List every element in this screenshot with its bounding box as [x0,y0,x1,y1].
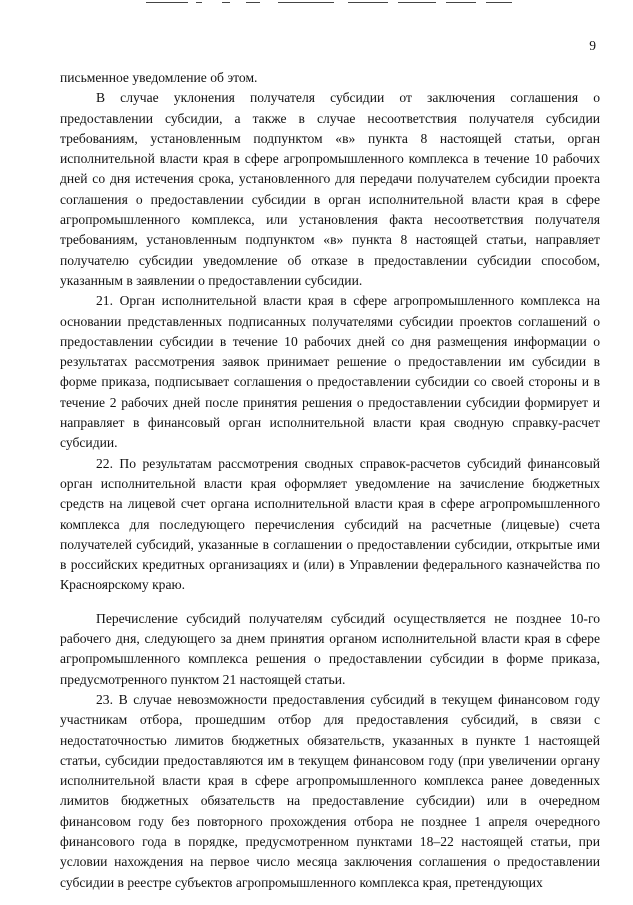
paragraph-refusal-notice: В случае уклонения получателя субсидии от заключения соглашения о предоставлении субсидии, а также в случае несоответствия получателя субсидии требованиям, установленным подпунктом «в» пункта 8 настоящей статьи, орган исполнительной власти края в сфере агропромышленного комплекса в течение 10 рабочих дней со дня истечения срока, установленного для передачи получателем субсидии проекта соглашения о предоставлении субсидии в орган исполнительной власти края в сфере агропромышленного комплекса, или установления факта несоответствия получателя требованиям, установленным подпунктом «в» пункта 8 настоящей статьи, направляет получателю субсидии уведомление об отказе в предоставлении субсидии способом, указанным в заявлении о предоставлении субсидии. [60,90,600,288]
page-number: 9 [589,38,596,53]
scan-edge-artifacts [0,0,633,10]
paragraph-22: 22. По результатам рассмотрения сводных справок-расчетов субсидий финансовый орган исполнительной власти края оформляет уведомление на зачисление бюджетных средств на лицевой счет органа исполнительной власти края в сфере агропромышленного комплекса для последующего перечисления субсидий на расчетные (лицевые) счета получателей субсидий, указанные в соглашении о предоставлении субсидии, открытые ими в российских кредитных организациях и (или) в Управлении федерального казначейства по Красноярскому краю. [60,455,600,593]
paragraph-transfer-deadline: Перечисление субсидий получателям субсидий осуществляется не позднее 10-го рабочего дня, следующего за днем принятия органом исполнительной власти края в сфере агропромышленного комплекса решения о предоставлении субсидии в форме приказа, предусмотренного пунктом 21 настоящей статьи. [60,610,600,687]
document-body [60,68,600,893]
paragraph-continuation: письменное уведомление об этом. [60,70,258,85]
paragraph-23: 23. В случае невозможности предоставления субсидий в текущем финансовом году участникам отбора, прошедшим отбор для предоставления субсидий, в связи с недостаточностью лимитов бюджетных обязательств, указанных в пункте 1 настоящей статьи, субсидии предоставляются им в текущем финансовом году (при увеличении органу исполнительной власти края в сфере агропромышленного комплекса ранее доведенных лимитов бюджетных обязательств на предоставление субсидии) или в очередном финансовом году без повторного прохождения отбора не позднее 1 апреля очередного финансового года в порядке, предусмотренном пунктами 18–22 настоящей статьи, при условии нахождения на первое число месяца заключения соглашения о предоставлении субсидии в реестре субъектов агропромышленного комплекса края, претендующих [60,691,600,890]
paragraph-21: 21. Орган исполнительной власти края в сфере агропромышленного комплекса на основании представленных подписанных получателями субсидии проектов соглашений о предоставлении субсидии в течение 10 рабочих дней со дня размещения информации о результатах рассмотрения заявок принимает решение о предоставлении им субсидии в форме приказа, подписывает соглашения о предоставлении субсидии со своей стороны и в течение 2 рабочих дней после принятия решения о предоставлении субсидии формирует и направляет в финансовый орган исполнительной власти края сводную справку-расчет субсидии. [60,293,600,451]
